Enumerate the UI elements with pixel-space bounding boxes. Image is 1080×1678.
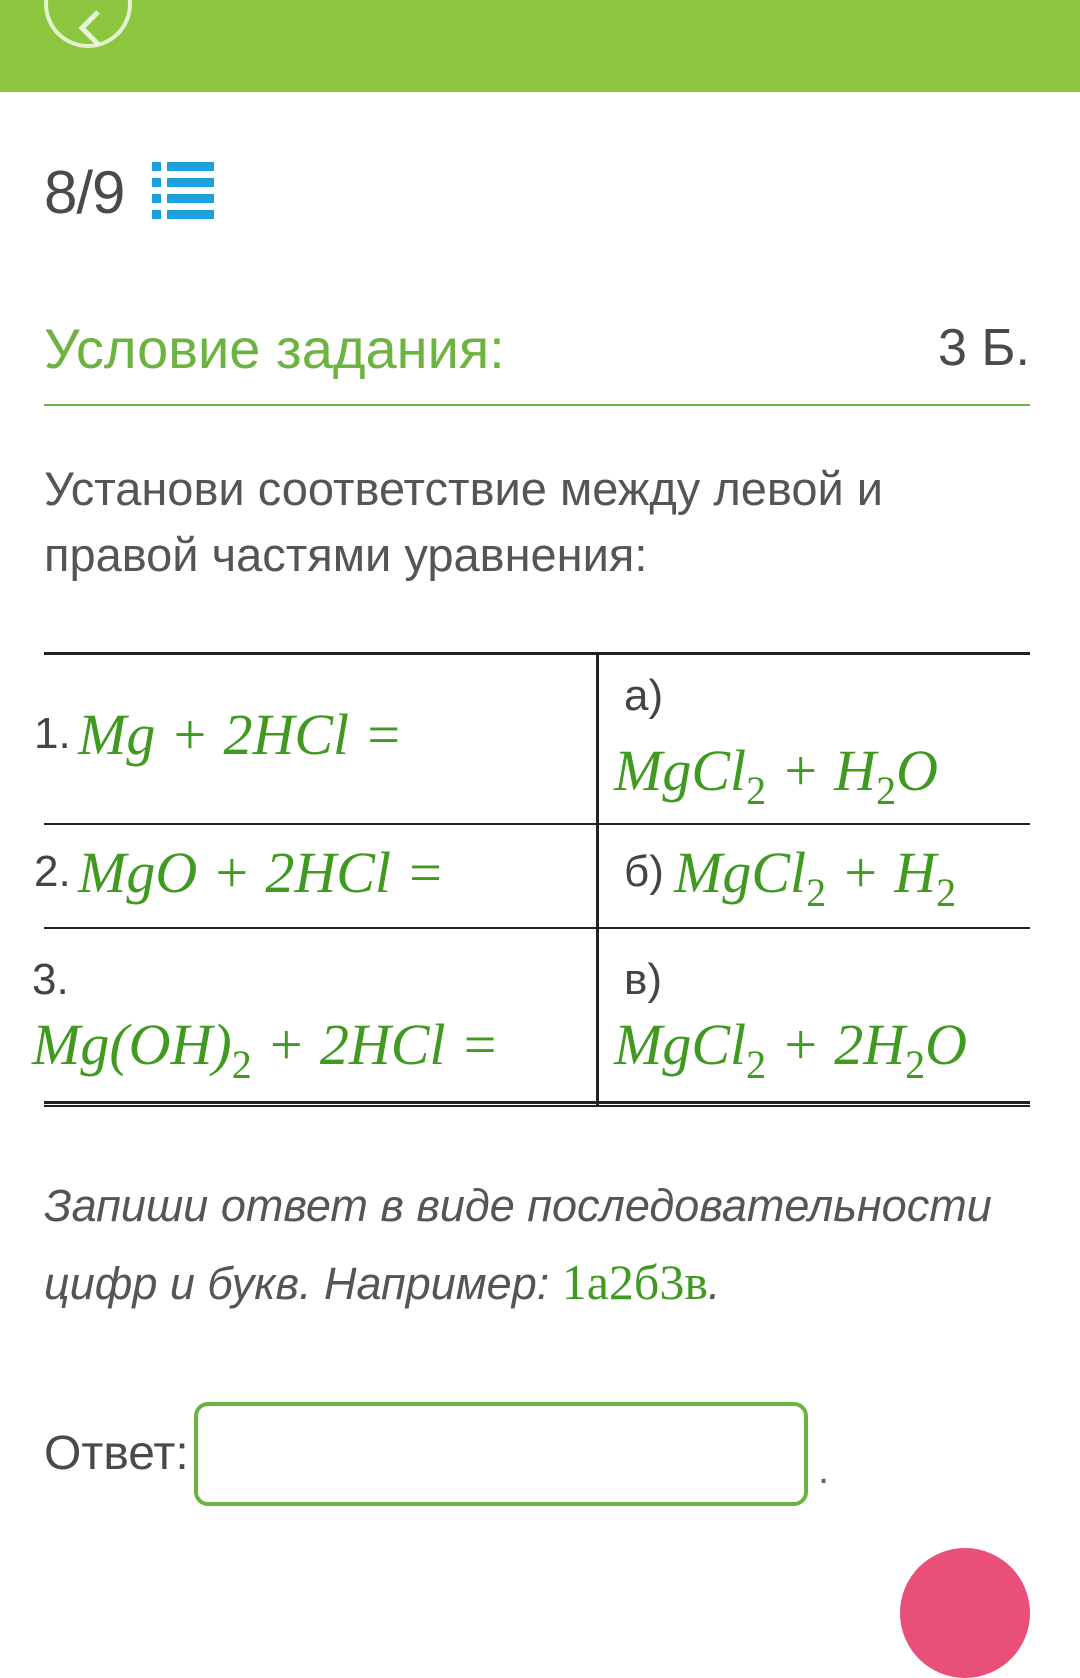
answer-input[interactable] bbox=[194, 1402, 808, 1506]
table-row bbox=[34, 825, 1030, 929]
right-part: MgCl$_2$ + $H_2$ bbox=[674, 840, 957, 915]
left-part: MgO + 2HCl = bbox=[78, 840, 445, 905]
row-number: 3. bbox=[32, 955, 69, 1004]
hint-example: 1а2б3в bbox=[561, 1254, 708, 1310]
task-text: Установи соответствие между левой и правой частями уравнения: bbox=[44, 462, 884, 581]
answer-hint bbox=[44, 1168, 1030, 1322]
condition-title: Условие задания: bbox=[44, 317, 505, 380]
list-icon[interactable] bbox=[152, 161, 214, 224]
right-part: MgCl$_2$ + $2H_2O$ bbox=[614, 1012, 968, 1087]
row-letter: в) bbox=[624, 955, 663, 1004]
right-part: MgCl$_2$ + $H_2O$ bbox=[614, 738, 939, 813]
left-part: $Mg(OH)_2 + 2HCl$ = bbox=[32, 1012, 500, 1087]
progress-counter: 8/9 bbox=[44, 158, 125, 226]
table-divider bbox=[596, 655, 599, 1107]
left-part: Mg + 2HCl = bbox=[78, 702, 403, 767]
task-progress bbox=[44, 152, 214, 232]
help-button[interactable] bbox=[900, 1548, 1030, 1678]
row-letter: б) bbox=[624, 847, 664, 896]
row-number: 2. bbox=[34, 847, 71, 896]
hint-end: . bbox=[707, 1258, 721, 1309]
answer-suffix: . bbox=[818, 1448, 830, 1492]
points-value: 3 Б. bbox=[938, 319, 1030, 377]
answer-label: Ответ: bbox=[44, 1427, 189, 1480]
equation-table bbox=[32, 652, 1030, 1104]
row-letter: а) bbox=[624, 671, 664, 720]
row-number: 1. bbox=[34, 709, 71, 758]
chevron-left-icon bbox=[70, 8, 110, 48]
condition-header bbox=[44, 312, 1030, 406]
table-row bbox=[32, 929, 1030, 1107]
table-row bbox=[34, 655, 1030, 825]
back-button[interactable] bbox=[44, 0, 132, 48]
top-bar bbox=[0, 0, 1080, 92]
hint-text: Запиши ответ в виде последовательности цифр и букв. Например: bbox=[44, 1180, 992, 1309]
